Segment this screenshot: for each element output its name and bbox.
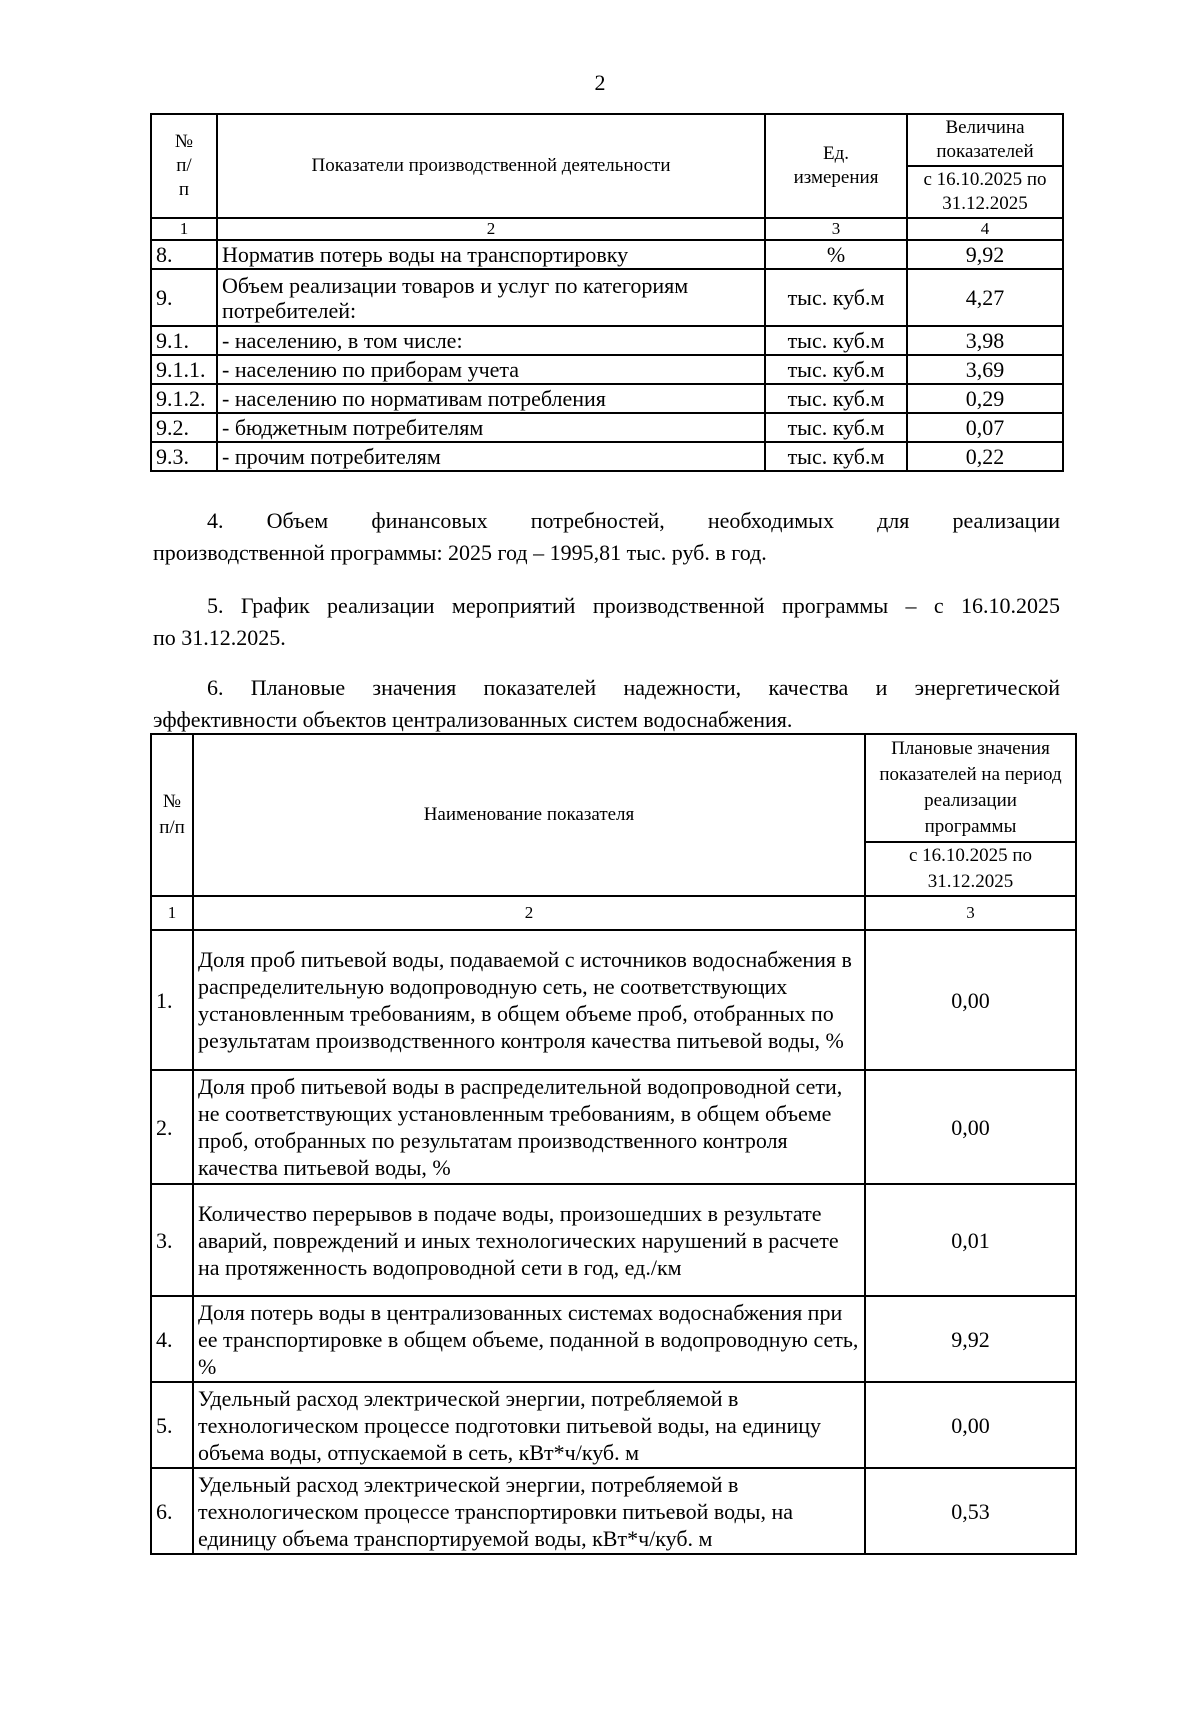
- row-num: 9.1.1.: [151, 355, 217, 384]
- t1-header-period: с 16.10.2025 по 31.12.2025: [907, 166, 1063, 218]
- row-name: - населению по приборам учета: [217, 355, 765, 384]
- t1-index-cell: 4: [907, 218, 1063, 240]
- paragraph-4-line2: производственной программы: 2025 год – 1995,81 тыс. руб. в год.: [153, 540, 767, 565]
- paragraph-4: [153, 505, 1060, 569]
- paragraph-5-line1: 5. График реализации мероприятий производственной программы – с 16.10.2025: [207, 593, 1060, 618]
- row-name: - населению по нормативам потребления: [217, 384, 765, 413]
- row-name: - бюджетным потребителям: [217, 413, 765, 442]
- table-row: [151, 240, 1063, 269]
- row-unit: тыс. куб.м: [765, 413, 907, 442]
- t1-header-indicators: Показатели производственной деятельности: [217, 114, 765, 218]
- row-value: 0,00: [865, 930, 1076, 1070]
- row-name: Доля проб питьевой воды, подаваемой с источников водоснабжения в распределительную водопроводную сеть, не соответствующих установленным требованиям, в общем объеме проб, отобранных по результатам производственного контроля качества питьевой воды, %: [193, 930, 865, 1070]
- row-value: 0,53: [865, 1468, 1076, 1554]
- row-unit: тыс. куб.м: [765, 442, 907, 471]
- table-row: [151, 355, 1063, 384]
- t2-index-cell: 2: [193, 896, 865, 930]
- paragraph-5-line2: по 31.12.2025.: [153, 625, 286, 650]
- row-name: Норматив потерь воды на транспортировку: [217, 240, 765, 269]
- row-num: 4.: [151, 1296, 193, 1382]
- reliability-indicators-table: [150, 733, 1077, 1555]
- row-num: 5.: [151, 1382, 193, 1468]
- t1-index-cell: 1: [151, 218, 217, 240]
- t1-header-unit: Ед. измерения: [765, 114, 907, 218]
- row-num: 9.: [151, 269, 217, 326]
- row-unit: тыс. куб.м: [765, 269, 907, 326]
- row-name: - прочим потребителям: [217, 442, 765, 471]
- row-num: 9.1.: [151, 326, 217, 355]
- row-num: 3.: [151, 1184, 193, 1296]
- row-num: 8.: [151, 240, 217, 269]
- t2-header-period: с 16.10.2025 по 31.12.2025: [865, 842, 1076, 896]
- row-name: Доля потерь воды в централизованных системах водоснабжения при ее транспортировке в общем объеме, поданной в водопроводную сеть, %: [193, 1296, 865, 1382]
- row-value: 0,00: [865, 1070, 1076, 1184]
- row-value: 0,07: [907, 413, 1063, 442]
- t1-index-cell: 3: [765, 218, 907, 240]
- row-num: 2.: [151, 1070, 193, 1184]
- row-num: 6.: [151, 1468, 193, 1554]
- row-unit: тыс. куб.м: [765, 326, 907, 355]
- production-indicators-table: [150, 113, 1064, 472]
- row-num: 9.2.: [151, 413, 217, 442]
- row-name: Удельный расход электрической энергии, потребляемой в технологическом процессе транспортировки питьевой воды, на единицу объема транспортируемой воды, кВт*ч/куб. м: [193, 1468, 865, 1554]
- row-num: 9.1.2.: [151, 384, 217, 413]
- row-value: 9,92: [865, 1296, 1076, 1382]
- paragraph-6: [153, 672, 1060, 736]
- table-row: [151, 1382, 1076, 1468]
- table-row: [151, 1296, 1076, 1382]
- row-value: 0,00: [865, 1382, 1076, 1468]
- row-name: Объем реализации товаров и услуг по категориям потребителей:: [217, 269, 765, 326]
- row-name: Количество перерывов в подаче воды, произошедших в результате аварий, повреждений и иных технологических нарушений в расчете на протяженность водопроводной сети в год, ед./км: [193, 1184, 865, 1296]
- row-name: - населению, в том числе:: [217, 326, 765, 355]
- row-num: 9.3.: [151, 442, 217, 471]
- row-value: 3,69: [907, 355, 1063, 384]
- table-row: [151, 1184, 1076, 1296]
- row-value: 0,01: [865, 1184, 1076, 1296]
- row-unit: тыс. куб.м: [765, 355, 907, 384]
- paragraph-5: [153, 590, 1060, 654]
- row-num: 1.: [151, 930, 193, 1070]
- t1-index-cell: 2: [217, 218, 765, 240]
- t1-header-value: Величина показателей: [907, 114, 1063, 166]
- table-row: [151, 930, 1076, 1070]
- table-row: [151, 384, 1063, 413]
- t1-header-num: № п/п: [151, 114, 217, 218]
- paragraph-6-line2: эффективности объектов централизованных систем водоснабжения.: [153, 707, 793, 732]
- paragraph-6-line1: 6. Плановые значения показателей надежности, качества и энергетической: [207, 675, 1060, 700]
- row-name: Доля проб питьевой воды в распределительной водопроводной сети, не соответствующих установленным требованиям, в общем объеме проб, отобранных по результатам производственного контроля качества питьевой воды, %: [193, 1070, 865, 1184]
- table-row: [151, 269, 1063, 326]
- page-number: 2: [594, 70, 606, 95]
- row-unit: тыс. куб.м: [765, 384, 907, 413]
- row-value: 4,27: [907, 269, 1063, 326]
- table-row: [151, 1070, 1076, 1184]
- row-value: 9,92: [907, 240, 1063, 269]
- t2-header-planned: Плановые значения показателей на период реализации программы: [865, 734, 1076, 842]
- table-row: [151, 1468, 1076, 1554]
- paragraph-4-line1: 4. Объем финансовых потребностей, необходимых для реализации: [207, 508, 1060, 533]
- row-name: Удельный расход электрической энергии, потребляемой в технологическом процессе подготовки питьевой воды, на единицу объема воды, отпускаемой в сеть, кВт*ч/куб. м: [193, 1382, 865, 1468]
- table-row: [151, 413, 1063, 442]
- row-unit: %: [765, 240, 907, 269]
- row-value: 0,29: [907, 384, 1063, 413]
- row-value: 3,98: [907, 326, 1063, 355]
- t2-index-cell: 3: [865, 896, 1076, 930]
- table-row: [151, 326, 1063, 355]
- t2-index-cell: 1: [151, 896, 193, 930]
- t2-header-name: Наименование показателя: [193, 734, 865, 896]
- t2-header-num: № п/п: [151, 734, 193, 896]
- row-value: 0,22: [907, 442, 1063, 471]
- table-row: [151, 442, 1063, 471]
